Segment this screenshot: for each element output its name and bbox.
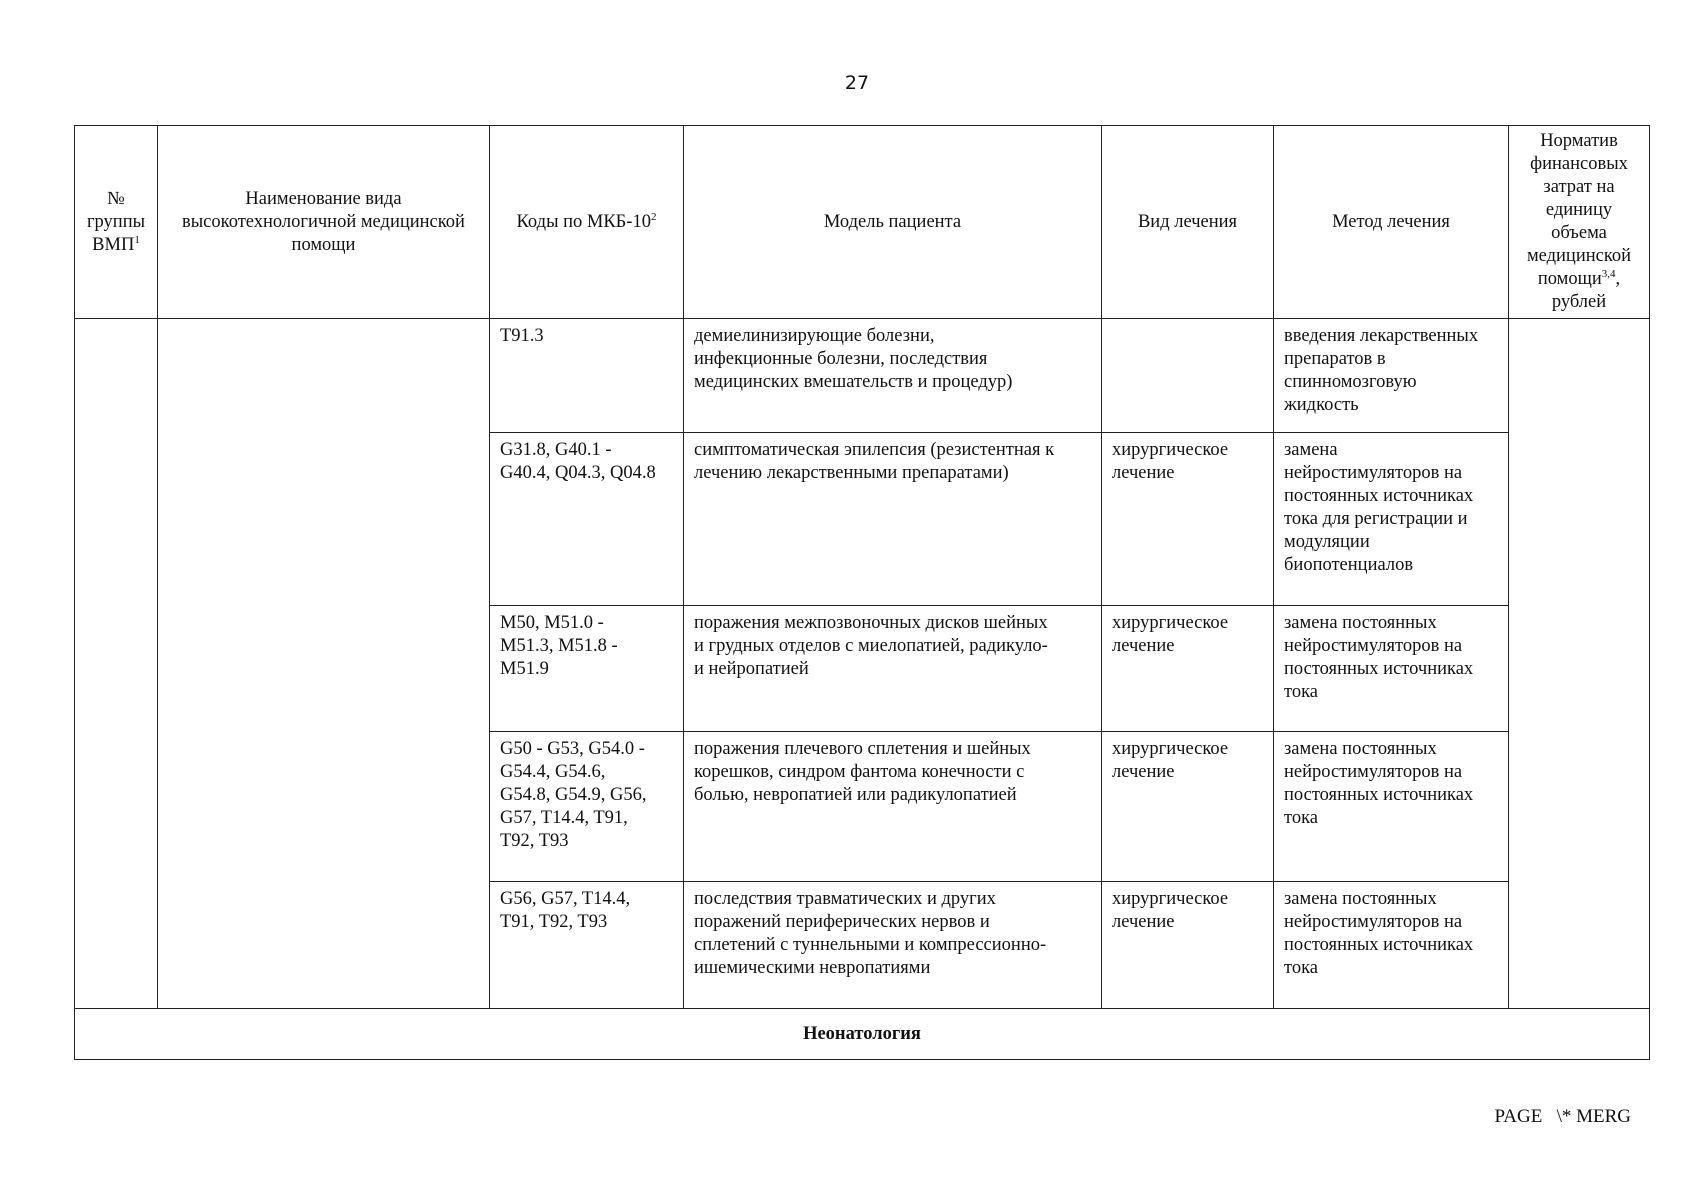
treatment-method-cell: замена постоянных нейростимуляторов на постоянных источниках тока [1274,732,1509,882]
treatment-method-cell: введения лекарственных препаратов в спинномозговую жидкость [1274,319,1509,433]
header-vmp-name: Наименование вида высокотехнологичной медицинской помощи [158,126,490,319]
patient-model-cell: поражения плечевого сплетения и шейных корешков, синдром фантома конечности с болью, невропатией или радикулопатией [684,732,1102,882]
group-number-cell [75,319,158,1009]
cost-norm-cell [1509,319,1650,1009]
header-treatment-method: Метод лечения [1274,126,1509,319]
header-icd-codes: Коды по МКБ-$10^2$ [490,126,684,319]
patient-model-cell: поражения межпозвоночных дисков шейных и грудных отделов с миелопатией, радикуло- и нейропатией [684,606,1102,732]
codes-cell: G56, G57, T14.4, T91, T92, T93 [490,882,684,1009]
footer-page-field: PAGE \* MERG [1494,1106,1631,1127]
treatment-type-cell: хирургическое лечение [1102,882,1274,1009]
vmp-name-cell [158,319,490,1009]
treatment-type-cell [1102,319,1274,433]
codes-cell: G50 - G53, G54.0 - G54.4, G54.6, G54.8, G54.9, G56, G57, T14.4, T91, T92, T93 [490,732,684,882]
treatment-type-cell: хирургическое лечение [1102,606,1274,732]
treatment-method-cell: замена нейростимуляторов на постоянных источниках тока для регистрации и модуляции биопотенциалов [1274,433,1509,606]
header-cost-norm: Норматив финансовых затрат на единицу объема медицинской помощи$^{3,4}$, рублей [1509,126,1650,319]
header-group-number: № группы ВМП$^1$ [75,126,158,319]
section-title: Неонатология [75,1009,1650,1060]
treatment-method-cell: замена постоянных нейростимуляторов на постоянных источниках тока [1274,606,1509,732]
patient-model-cell: симптоматическая эпилепсия (резистентная к лечению лекарственными препаратами) [684,433,1102,606]
patient-model-cell: демиелинизирующие болезни, инфекционные болезни, последствия медицинских вмешательств и процедур) [684,319,1102,433]
header-treatment-type: Вид лечения [1102,126,1274,319]
codes-cell: T91.3 [490,319,684,433]
codes-cell: M50, M51.0 - M51.3, M51.8 - M51.9 [490,606,684,732]
table-row [75,319,1650,433]
codes-cell: G31.8, G40.1 - G40.4, Q04.3, Q04.8 [490,433,684,606]
header-patient-model: Модель пациента [684,126,1102,319]
vmp-table [74,125,1650,1060]
treatment-method-cell: замена постоянных нейростимуляторов на постоянных источниках тока [1274,882,1509,1009]
table-header-row [75,126,1650,319]
section-row [75,1009,1650,1060]
treatment-type-cell: хирургическое лечение [1102,732,1274,882]
patient-model-cell: последствия травматических и других поражений периферических нервов и сплетений с туннельными и компрессионно- ишемическими невропатиями [684,882,1102,1009]
page-number: 27 [844,72,870,94]
treatment-type-cell: хирургическое лечение [1102,433,1274,606]
